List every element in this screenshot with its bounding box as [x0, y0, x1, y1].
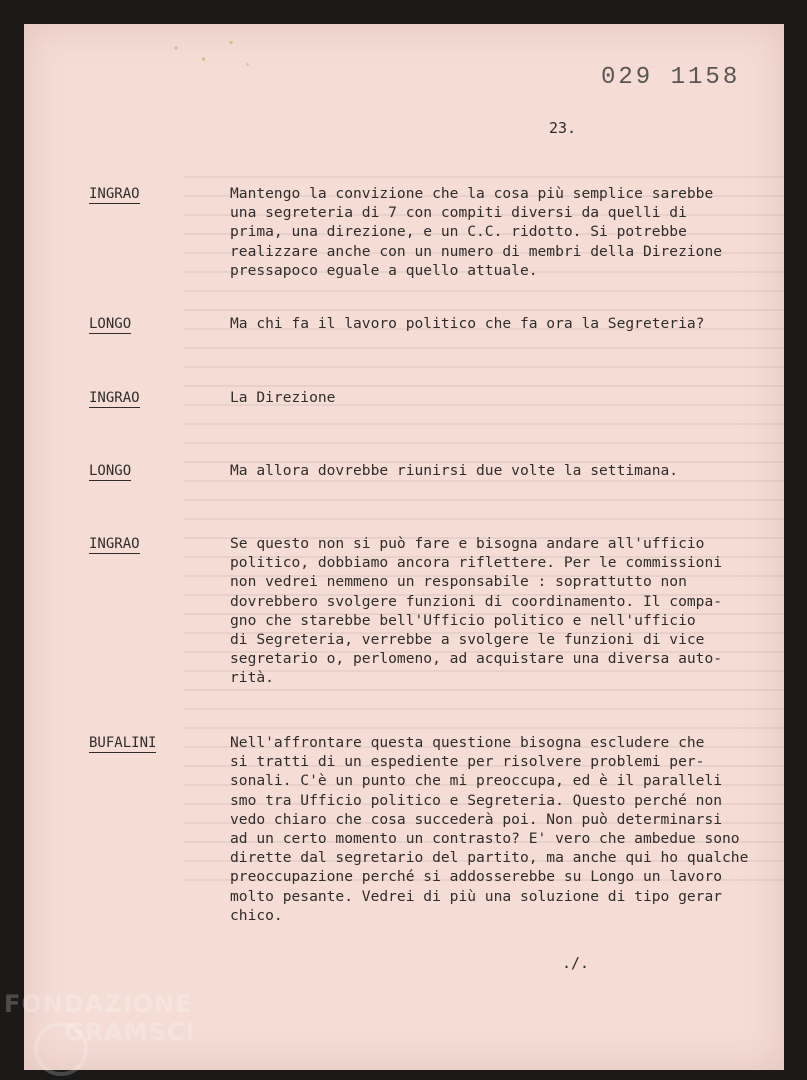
speech-text: Ma chi fa il lavoro politico che fa ora la Segreteria? [230, 315, 705, 332]
page-number: 23. [549, 119, 577, 137]
speaker-name: BUFALINI [89, 735, 157, 751]
speaker-name: INGRAO [89, 536, 140, 552]
watermark-line2: GRAMSCI [64, 1018, 196, 1046]
document-page [24, 24, 784, 1070]
speech-text: Mantengo la convizione che la cosa più semplice sarebbe una segreteria di 7 con compiti diversi da quelli di prima, una direzione, e un C.C. ridotto. Si potrebbe realizzare anche con un numero di membri della Direzione pressapoco eguale a quello attuale. [230, 185, 723, 279]
speaker-name: INGRAO [89, 390, 140, 406]
continuation-mark: ./. [562, 954, 590, 972]
speech-text: Nell'affrontare questa questione bisogna escludere che si tratti di un espediente per risolvere problemi per- sonali. C'è un punto che mi preoccupa, ed è il paralleli smo tra Ufficio politico e Segreteria. Questo perché non vedo chiaro che cosa succederà poi. Non può determinarsi ad un certo momento un contrasto? E' vero che ambedue sono dirette dal segretario del partito, ma anche qui ho qualche preoccupazione perché si addosserebbe su Longo un lavoro molto pesante. Vedrei di più una soluzione di tipo gerar chico. [230, 734, 749, 924]
paper-specks [154, 26, 264, 81]
speaker-name: LONGO [89, 463, 132, 479]
speaker-name: LONGO [89, 316, 132, 332]
archive-stamp-number: 029 1158 [601, 64, 741, 91]
speech-text: Ma allora dovrebbe riunirsi due volte la settimana. [230, 462, 679, 479]
watermark [4, 990, 195, 1046]
watermark-line1: FONDAZIONE [4, 990, 193, 1018]
speech-text: La Direzione [230, 389, 336, 406]
speaker-name: INGRAO [89, 186, 140, 202]
speech-text: Se questo non si può fare e bisogna andare all'ufficio politico, dobbiamo ancora riflettere. Per le commissioni non vedrei nemmeno un responsabile : soprattutto non dovrebbero svolgere funzioni di coordinamento. Il compa- gno che starebbe bell'Ufficio politico e nell'ufficio di Segreteria, verrebbe a svolgere le funzioni di vice segretario o, perlomeno, ad acquistare una diversa auto- rità. [230, 535, 723, 687]
